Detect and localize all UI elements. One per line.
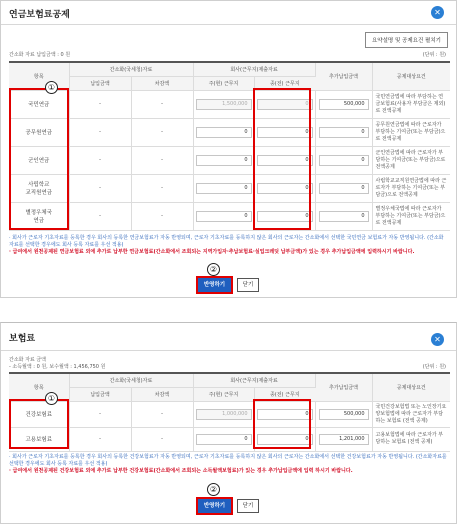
- additional-input[interactable]: 0: [319, 127, 369, 138]
- header-paid: 납입금액: [69, 76, 131, 90]
- row-diff: -: [131, 401, 193, 427]
- header-main-work: 주(현) 근무지: [193, 76, 254, 90]
- unit-text: (단위 : 원): [422, 364, 446, 370]
- row-paid: -: [69, 90, 131, 118]
- row-diff: -: [131, 174, 193, 202]
- close-icon[interactable]: ✕: [431, 6, 444, 19]
- prev-work-input[interactable]: 0: [257, 155, 313, 166]
- row-desc: 국민건강보험법 또는 노인장기요양보험법에 따라 근로자가 부담하는 보험료 (전액 공제): [372, 401, 450, 427]
- row-paid: -: [69, 427, 131, 451]
- apply-button[interactable]: 반영하기: [198, 499, 231, 513]
- additional-input[interactable]: 500,000: [319, 99, 369, 110]
- summary-title: 간소화 자료 금액: [9, 357, 46, 363]
- row-desc: 군인연금법에 따라 근로자가 부담하는 기여금(또는 부담금)으로 전액공제: [372, 146, 450, 174]
- additional-input[interactable]: 0: [319, 211, 369, 222]
- row-desc: 별정우체국법에 따라 근로자가 부담하는 기여금(또는 부담금)으로 전액공제: [372, 202, 450, 230]
- row-item: 공무원연금: [9, 118, 69, 146]
- additional-input[interactable]: 0: [319, 183, 369, 194]
- row-paid: -: [69, 146, 131, 174]
- marker-one: ①: [45, 392, 58, 405]
- notes: [9, 235, 448, 256]
- highlight-item-column: [9, 399, 69, 449]
- marker-two: ②: [207, 263, 220, 276]
- table-row: [9, 401, 450, 427]
- row-diff: -: [131, 146, 193, 174]
- row-item: 국민연금: [9, 90, 69, 118]
- table-row: [9, 118, 450, 146]
- panel-title: 보험료: [9, 334, 36, 344]
- apply-button[interactable]: 반영하기: [198, 278, 231, 292]
- row-paid: -: [69, 202, 131, 230]
- header-paid: 납입금액: [69, 387, 131, 401]
- prev-work-input[interactable]: 0: [257, 211, 313, 222]
- header-company: 회사(근무지)제출자료: [193, 373, 315, 387]
- row-desc: 고용보험법에 따라 근로자가 부담하는 보험료 (전액 공제): [372, 427, 450, 451]
- row-item: 사립학교 교직원연금: [9, 174, 69, 202]
- header-simplified: 간소화(국세청)자료: [69, 62, 193, 76]
- header-prev-work: 종(전) 근무지: [254, 387, 315, 401]
- row-diff: -: [131, 202, 193, 230]
- row-item: 군인연금: [9, 146, 69, 174]
- note-additional: · 급여에서 원천공제된 건강보험료 외에 추가로 납부한 건강보험료(간소화에서 조회되는 소득월액보험료)가 있는 경우 추가납입금액에 입력 하시기 바랍니다.: [9, 468, 353, 474]
- note-auto-reflect: · 회사가 근로자 기초자료를 등록한 경우 회사의 등록한 건강보험료가 자동 반영되며, 근로자 기초자료를 등록하지 않은 회사의 근로자는 간소화에서 선택한 건강보험료가 자동 반영됩니다. (간소화자료를 선택한 경우에도 회사 등록 자료를 우선 적용): [9, 454, 447, 467]
- marker-one: ①: [45, 81, 58, 94]
- row-diff: -: [131, 90, 193, 118]
- main-work-input[interactable]: 0: [196, 434, 252, 445]
- note-auto-reflect: · 회사가 근로자 기초자료를 등록한 경우 회사의 등록한 연금보험료가 자동 반영되며, 근로자 기초자료를 등록하지 않은 회사의 근로자는 간소화에서 선택한 국민연금 보험료가 자동 반영됩니다. (간소화자료를 선택한 경우에도 회사 등록 자료를 우선 적용): [9, 235, 444, 248]
- header-diff: 차감액: [131, 387, 193, 401]
- main-work-input: 1,000,000: [196, 409, 252, 420]
- close-icon[interactable]: ✕: [431, 333, 444, 346]
- note-additional: · 급여에서 원천공제된 연금보험료 외에 추가로 납부한 연금보험료(간소화에서 조회되는 지역가입자·추납보험료·실업크레딧 납부금액)가 있는 경우 추가납입금액에 입력하시기 바랍니다.: [9, 249, 415, 255]
- help-toggle-button[interactable]: 요약설명 및 공제요건 펼치기: [365, 32, 448, 48]
- divider: [1, 350, 456, 351]
- header-additional: 추가납입금액: [315, 373, 372, 401]
- unit-text: (단위 : 원): [422, 52, 446, 58]
- header-condition: 공제대상요건: [372, 373, 450, 401]
- prev-work-input: 0: [257, 99, 313, 110]
- highlight-additional-column: [253, 399, 311, 449]
- row-paid: -: [69, 118, 131, 146]
- highlight-additional-column: [253, 88, 311, 230]
- row-item: 별정우체국 연금: [9, 202, 69, 230]
- prev-work-input[interactable]: 0: [257, 127, 313, 138]
- row-diff: -: [131, 118, 193, 146]
- header-item: 항목: [9, 373, 69, 401]
- prev-work-input[interactable]: 0: [257, 183, 313, 194]
- panel-title: 연금보험료공제: [9, 10, 70, 20]
- main-work-input[interactable]: 0: [196, 127, 252, 138]
- table-row: [9, 202, 450, 230]
- table-row: [9, 174, 450, 202]
- main-work-input[interactable]: 0: [196, 183, 252, 194]
- header-company: 회사(근무지)제출자료: [193, 62, 315, 76]
- additional-input[interactable]: 1,201,000: [319, 434, 369, 445]
- row-desc: 사립학교교직원연금법에 따라 근로자가 부담하는 기여금(또는 부담금)으로 전액공제: [372, 174, 450, 202]
- header-diff: 차감액: [131, 76, 193, 90]
- additional-input[interactable]: 500,000: [319, 409, 369, 420]
- table-row: [9, 146, 450, 174]
- header-additional: 추가납입금액: [315, 62, 372, 90]
- row-item: 고용보험료: [9, 427, 69, 451]
- additional-input[interactable]: 0: [319, 155, 369, 166]
- header-condition: 공제대상요건: [372, 62, 450, 90]
- row-paid: -: [69, 401, 131, 427]
- close-button[interactable]: 닫기: [237, 278, 259, 292]
- close-button[interactable]: 닫기: [237, 499, 259, 513]
- row-diff: -: [131, 427, 193, 451]
- summary-amounts: - 소득월액 : 0 원, 보수월액 : 1,456,750 원: [9, 364, 106, 370]
- highlight-item-column: [9, 88, 69, 230]
- header-main-work: 주(현) 근무지: [193, 387, 254, 401]
- table-row: [9, 427, 450, 451]
- prev-work-input[interactable]: 0: [257, 434, 313, 445]
- header-item: 항목: [9, 62, 69, 90]
- insurance-table: [9, 372, 450, 452]
- main-work-input[interactable]: 0: [196, 155, 252, 166]
- header-prev-work: 종(전) 근무지: [254, 76, 315, 90]
- header-simplified: 간소화(국세청)자료: [69, 373, 193, 387]
- pension-table: [9, 61, 450, 231]
- row-paid: -: [69, 174, 131, 202]
- table-row: [9, 90, 450, 118]
- notes: [9, 454, 448, 475]
- prev-work-input[interactable]: 0: [257, 409, 313, 420]
- paid-total-text: 간소화 자료 납입금액 : 0 원: [9, 52, 71, 58]
- main-work-input[interactable]: 0: [196, 211, 252, 222]
- divider: [1, 24, 456, 25]
- marker-two: ②: [207, 483, 220, 496]
- row-desc: 국민연금법에 따라 부담하는 연금보험료(사용자 부담금은 제외)로 전액공제: [372, 90, 450, 118]
- insurance-panel: [0, 322, 457, 524]
- row-desc: 공무원연금법에 따라 근로자가 부담하는 기여금(또는 부담금)으로 전액공제: [372, 118, 450, 146]
- row-item: 건강보험료: [9, 401, 69, 427]
- main-work-input: 1,500,000: [196, 99, 252, 110]
